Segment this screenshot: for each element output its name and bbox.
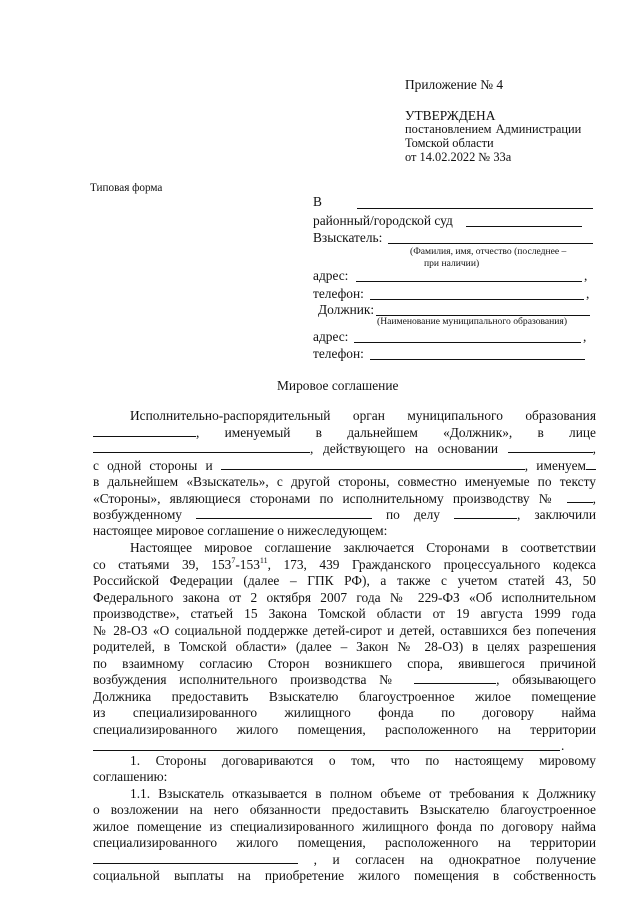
p1-line-1: Исполнительно-распорядительный орган муниципального образования <box>130 408 596 423</box>
p1-line-4-named: , именуем <box>524 458 586 473</box>
blank-initiated-date <box>196 507 372 519</box>
p1-line-3-text: , действующего на основании <box>310 441 499 456</box>
p2-line-9 <box>93 672 596 689</box>
court-label: районный/городской суд <box>313 213 453 228</box>
p1-line-3 <box>93 441 596 458</box>
p1-line-7 <box>93 507 596 524</box>
p1-line-7-case: по делу <box>386 507 440 522</box>
document-title: Мировое соглашение <box>277 378 399 393</box>
approved-heading: УТВЕРЖДЕНА <box>405 108 496 123</box>
p2-line-4: Федерального закона от 2 октября 2007 года № 229-ФЗ «Об исполнительном <box>93 590 596 605</box>
p2-line-12: специализированного жилого помещения, расположенного на территории <box>93 722 596 737</box>
p2-line-5: производстве», статьей 15 Закона Томской области от 19 августа 1999 года <box>93 606 596 621</box>
court-prefix: В <box>313 194 322 209</box>
p2-line-11: из специализированного жилищного фонда по договору найма <box>93 705 596 720</box>
blank-territory-2 <box>93 852 298 864</box>
p2-line-2-c: , 173, 439 Гражданского процессуального кодекса <box>267 557 596 572</box>
court-type-line <box>466 226 582 227</box>
debtor-address-line <box>354 342 581 343</box>
p2-sup-2: 11 <box>259 556 268 565</box>
p1-line-3-comma: , <box>592 441 596 456</box>
p2-line-2-b: -153 <box>235 557 260 572</box>
s11-line-6: социальной выплаты на приобретение жилого помещения в собственность <box>93 868 596 883</box>
blank-representative <box>93 441 310 453</box>
debtor-address-comma: , <box>583 329 587 344</box>
claimant-address-label: адрес: <box>313 268 349 283</box>
debtor-label: Должник: <box>318 302 375 317</box>
blank-municipality <box>93 425 196 437</box>
p2-line-8: по взаимному согласию Сторон возникшего спора, явившегося причиной <box>93 656 596 671</box>
claimant-phone-line <box>370 299 584 300</box>
p1-line-8: настоящее мировое соглашение о нижеследующем: <box>93 523 388 538</box>
p1-line-7-text: возбужденному <box>93 507 182 522</box>
blank-territory <box>93 750 560 751</box>
p2-line-6: № 28-ОЗ «О социальной поддержке детей-сирот и детей, оставшихся без попечения <box>93 623 596 638</box>
p1-line-7-concluded: , заключили <box>517 507 597 522</box>
approved-by-line-1: постановлением Администрации <box>405 122 582 136</box>
p2-line-2-a: со статьями 39, 153 <box>93 557 232 572</box>
p1-line-4 <box>93 458 596 475</box>
claimant-label: Взыскатель: <box>313 230 383 245</box>
approved-by-line-3: от 14.02.2022 № 33а <box>405 150 512 164</box>
p2-sup-1: 7 <box>231 556 236 565</box>
claimant-phone-label: телефон: <box>313 286 364 301</box>
p2-line-10: Должника предоставить Взыскателю благоустроенное жилое помещение <box>93 689 596 704</box>
appendix-number: Приложение № 4 <box>405 77 504 92</box>
form-type-label: Типовая форма <box>90 182 163 194</box>
blank-ending <box>586 458 596 470</box>
blank-claimant-name <box>221 458 525 470</box>
p1-line-2-comma: , <box>196 425 200 440</box>
claimant-name-line <box>388 243 593 244</box>
p2-line-9-obliging: , обязывающего <box>496 672 596 687</box>
s11-line-4: специализированного жилого помещения, расположенного на территории <box>93 835 596 850</box>
blank-case-number <box>454 507 517 519</box>
claimant-hint-2: при наличии) <box>424 258 480 269</box>
s11-line-5 <box>93 852 596 869</box>
p2-line-7: родителей, в Томской области» (далее – Закон № 28-ОЗ) в целях разрешения <box>93 639 596 654</box>
claimant-phone-comma: , <box>586 286 590 301</box>
debtor-phone-label: телефон: <box>313 346 364 361</box>
p1-line-6 <box>93 491 596 508</box>
debtor-phone-line <box>370 359 585 360</box>
s1-line-1: 1. Стороны договариваются о том, что по настоящему мировому <box>130 753 596 768</box>
claimant-hint-1: (Фамилия, имя, отчество (последнее – <box>410 246 567 257</box>
p2-line-3: Российской Федерации (далее – ГПК РФ), а также с учетом статей 43, 50 <box>93 573 596 588</box>
p2-line-2 <box>93 557 596 574</box>
p1-line-6-text: «Стороны», являющиеся сторонами по исполнительному производству № <box>93 491 558 506</box>
p1-line-2-text: именуемый в дальнейшем «Должник», в лице <box>224 425 596 440</box>
p2-line-9-text: возбуждения исполнительного производства № <box>93 672 402 687</box>
blank-proceeding-number <box>567 491 593 503</box>
p2-line-1: Настоящее мировое соглашение заключается Сторонами в соответствии <box>130 540 596 555</box>
p2-line-13-period: . <box>561 738 565 753</box>
s11-line-3: жилое помещение из специализированного жилищного фонда по договору найма <box>93 819 596 834</box>
s1-line-2: соглашению: <box>93 769 168 784</box>
claimant-address-comma: , <box>584 268 588 283</box>
blank-basis <box>508 441 593 453</box>
claimant-address-line <box>356 281 582 282</box>
p1-line-6-comma: , <box>592 491 596 506</box>
approved-by-line-2: Томской области <box>405 136 494 150</box>
blank-proceeding-number-2 <box>414 672 496 684</box>
debtor-address-label: адрес: <box>313 329 349 344</box>
court-name-line <box>357 208 593 209</box>
p1-line-2 <box>93 425 596 442</box>
p1-line-4-text: с одной стороны и <box>93 458 213 473</box>
s11-line-2: о возложении на него обязанности предоставить Взыскателю благоустроенное <box>93 802 596 817</box>
s11-line-5-text: , и согласен на однократное получение <box>313 852 596 867</box>
p1-line-5: в дальнейшем «Взыскатель», с другой стороны, совместно именуемые по тексту <box>93 474 596 489</box>
debtor-hint: (Наименование муниципального образования) <box>377 316 568 327</box>
s11-line-1: 1.1. Взыскатель отказывается в полном объеме от требования к Должнику <box>130 786 596 801</box>
